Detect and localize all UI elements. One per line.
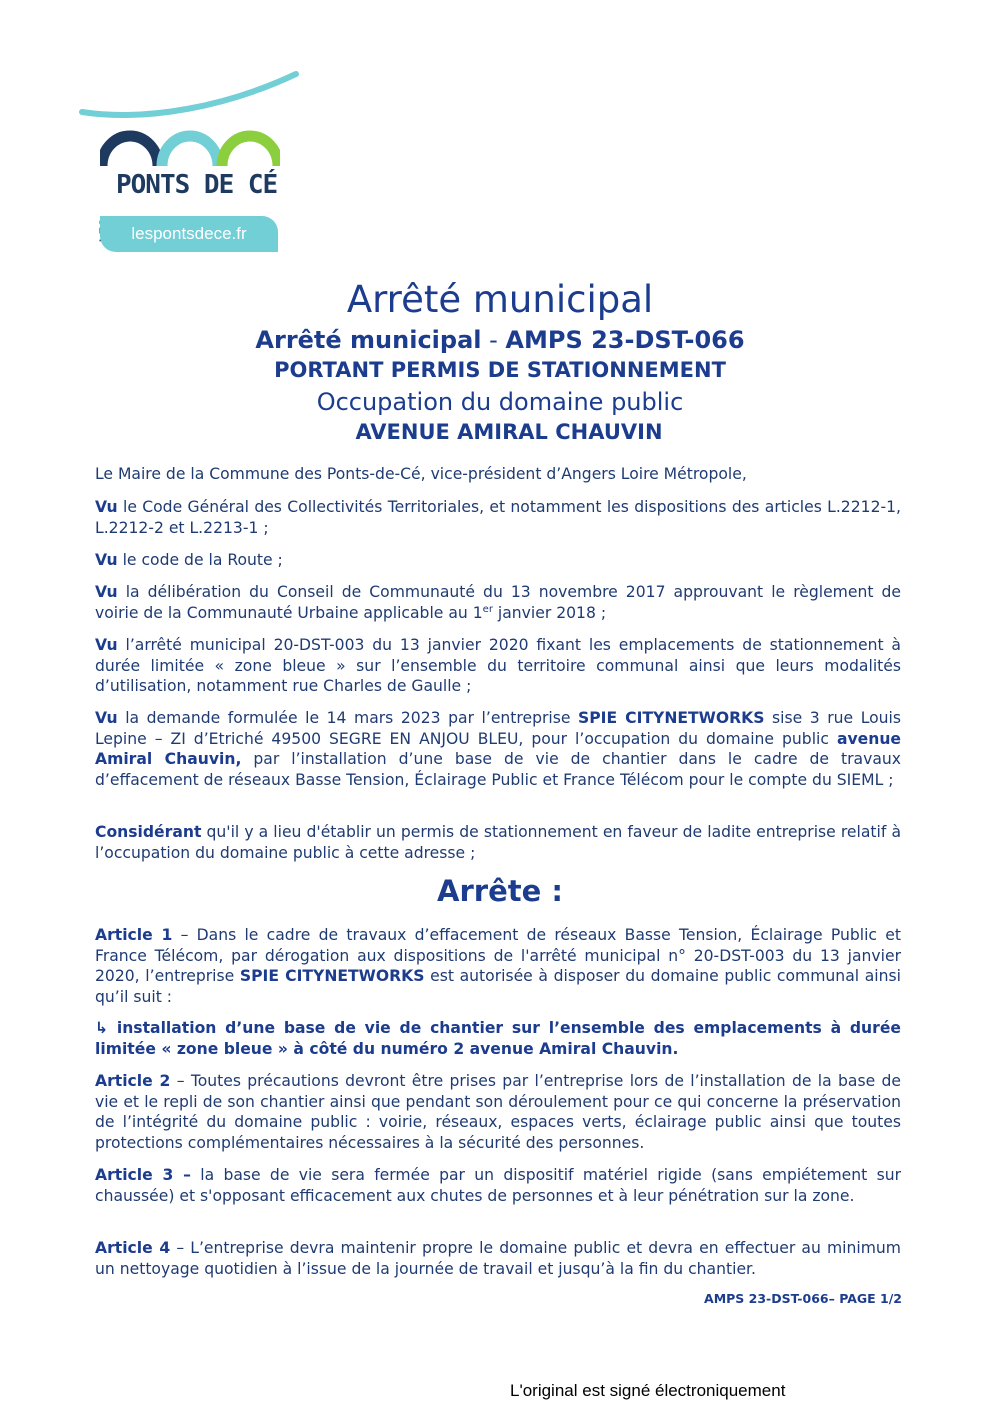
subtitle-label: Arrêté municipal [255,326,482,354]
vu-text: le Code Général des Collectivités Territoriales, et notamment les dispositions des articles L.2212-1, L.2212-2 et L.2213-1 ; [95,498,901,537]
article-label: Article 4 [95,1239,171,1257]
mayor-paragraph: Le Maire de la Commune des Ponts-de-Cé, vice-président d’Angers Loire Métropole, [95,465,747,483]
subtitle-separator: - [481,326,506,354]
considerant-label: Considérant [95,823,202,841]
page-title: Arrêté municipal [346,278,654,321]
vu-superscript: er [482,603,493,615]
vu-text: la demande formulée le 14 mars 2023 par l’entreprise [125,709,579,727]
article-3 [95,1165,901,1206]
vu-paragraph-1 [95,497,901,538]
arrow-bullet-icon: ↳ [95,1019,109,1037]
subtitle-ref: AMPS 23-DST-066 [505,326,745,354]
vu-text: la délibération du Conseil de Communauté du 13 novembre 2017 approuvant le règlement de voirie de la Communauté Urbaine applicable au 1 [95,583,901,622]
vu-paragraph-2 [95,550,901,571]
article-1 [95,925,901,1007]
vu-text-end: par l’installation d’une base de vie de chantier dans le cadre de travaux d’effacement de réseaux Basse Tension, Éclairage Public et France Télécom pour le compte du SIEML ; [95,750,901,789]
vu-paragraph-3 [95,582,901,623]
logo-arches-icon [100,128,280,168]
street-name: avenue Amiral Chauvin, [95,729,901,768]
signature-note: L'original est signé électroniquement [510,1381,786,1400]
article-label: Article 1 [95,926,173,944]
decree-street: AVENUE AMIRAL CHAUVIN [355,420,663,444]
article-1-bullet [95,1018,901,1059]
article-2 [95,1071,901,1153]
company-name: SPIE CITYNETWORKS [578,709,765,727]
article-label: Article 2 [95,1072,171,1090]
municipality-logo [78,70,303,255]
considerant-text: qu'il y a lieu d'établir un permis de stationnement en faveur de ladite entreprise relatif à l’occupation du domaine public à cette adresse ; [95,823,901,862]
article-text: – Dans le cadre de travaux d’effacement de réseaux Basse Tension, Éclairage Public et France Télécom, par dérogation aux dispositions de l'arrêté municipal n° 20-DST-003 du 13 janvier 2020, l’entreprise [95,926,901,985]
vu-label: Vu [95,498,118,516]
arrete-heading: Arrête : [437,874,563,908]
article-text: – L’entreprise devra maintenir propre le domaine public et devra en effectuer au minimum un nettoyage quotidien à l’issue de la journée de travail et jusqu’à la fin du chantier. [95,1239,901,1278]
vu-text-mid: sise 3 rue Louis Lepine – ZI d’Etriché 49500 SEGRE EN ANJOU BLEU, pour l’occupation du domaine public [95,709,901,748]
article-4 [95,1238,901,1279]
article-text: – Toutes précautions devront être prises par l’entreprise lors de l’installation de la base de vie et le repli de son chantier ainsi que pendant son déroulement pour ce qui concerne la préservation de l’intégrité du domaine public : voirie, réseaux, espaces verts, éclairage public ainsi que toutes protections complémentaires nécessaires à la sécurité des personnes. [95,1072,901,1152]
decree-object: PORTANT PERMIS DE STATIONNEMENT [274,358,726,382]
vu-paragraph-5 [95,708,901,790]
company-name: SPIE CITYNETWORKS [239,967,425,985]
vu-label: Vu [95,636,118,654]
article-text: la base de vie sera fermée par un dispositif matériel rigide (sans empiétement sur chaussée) et s'opposant efficacement aux chutes de personnes et à leur pénétration sur la zone. [95,1166,901,1205]
vu-label: Vu [95,551,118,569]
vu-label: Vu [95,709,118,727]
logo-name-text: PONTS DE CÉ [116,170,278,200]
considerant-paragraph [95,822,901,863]
bullet-text: installation d’une base de vie de chantier sur l’ensemble des emplacements à durée limitée « zone bleue » à côté du numéro 2 avenue Amiral Chauvin. [95,1019,901,1058]
vu-text-end: janvier 2018 ; [492,603,607,622]
logo-url[interactable]: lespontsdece.fr [100,216,278,252]
vu-paragraph-4 [95,635,901,697]
logo-swoosh-icon [78,70,303,130]
article-text-end: est autorisée à disposer du domaine public communal ainsi qu’il suit : [95,967,901,1006]
article-label: Article 3 – [95,1166,191,1184]
decree-reference [0,326,1000,354]
vu-text: l’arrêté municipal 20-DST-003 du 13 janvier 2020 fixant les emplacements de stationnement à durée limitée « zone bleue » sur l’ensemble du territoire communal ainsi que leurs modalités d’utilisation, notamment rue Charles de Gaulle ; [95,636,901,695]
vu-label: Vu [95,583,118,601]
page-reference: AMPS 23-DST-066– PAGE 1/2 [704,1291,902,1306]
decree-domain: Occupation du domaine public [316,388,684,416]
vu-text: le code de la Route ; [122,551,283,569]
